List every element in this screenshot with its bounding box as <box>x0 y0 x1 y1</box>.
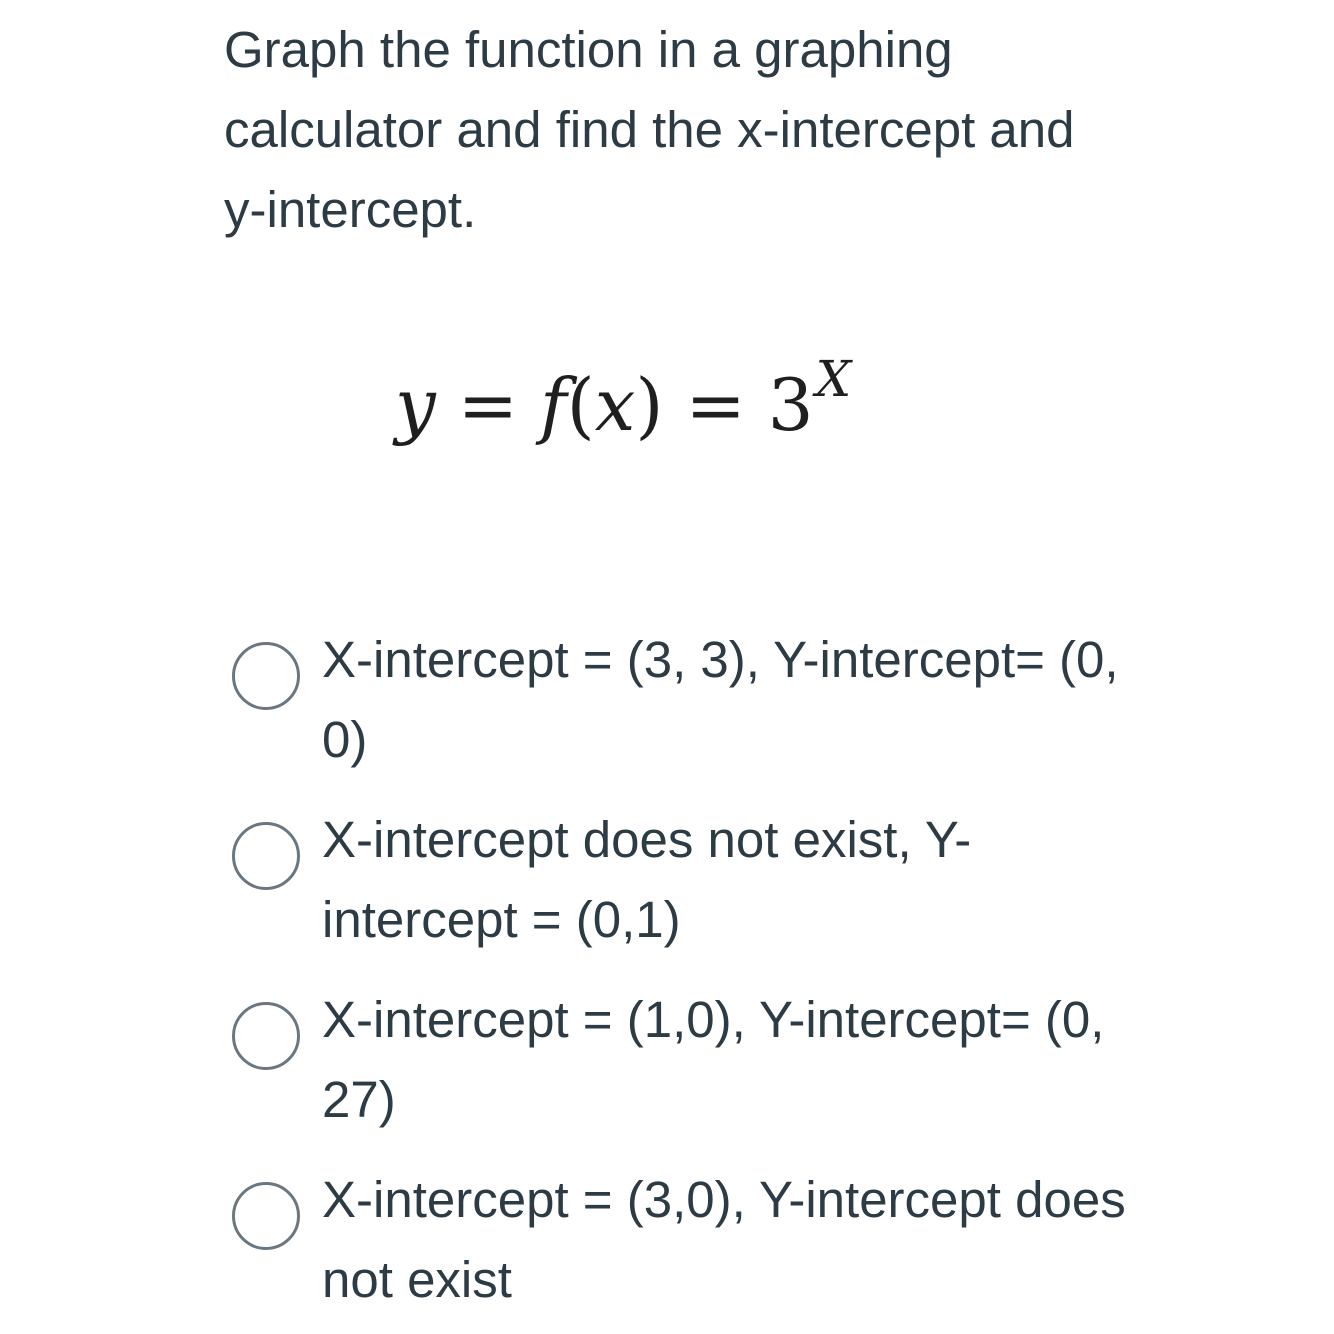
equation-close-paren: ) <box>635 363 664 447</box>
answer-option-1[interactable] <box>232 620 1132 780</box>
answer-option-3[interactable] <box>232 980 1132 1140</box>
answer-option-label[interactable]: X-intercept = (3,0), Y-intercept does not exist <box>322 1171 1126 1308</box>
equation-y: y <box>395 363 436 447</box>
answer-option-label[interactable]: X-intercept does not exist, Y-intercept = (0,1) <box>322 811 972 948</box>
radio-button-2[interactable] <box>232 822 300 890</box>
equation-exponent: X <box>815 350 852 408</box>
equation-argument: x <box>594 363 636 447</box>
answer-option-4[interactable] <box>232 1160 1132 1320</box>
equation-open-paren: ( <box>566 363 595 447</box>
equation-equals-1: = <box>457 363 519 447</box>
answer-option-2[interactable] <box>232 800 1132 960</box>
radio-button-4[interactable] <box>232 1182 300 1250</box>
question-text: Graph the function in a graphing calculator and find the x-intercept and y-intercept. <box>224 21 1075 238</box>
radio-button-3[interactable] <box>232 1002 300 1070</box>
equation-base: 3 <box>767 363 814 447</box>
answer-option-label[interactable]: X-intercept = (3, 3), Y-intercept= (0, 0) <box>322 631 1119 768</box>
answer-option-label[interactable]: X-intercept = (1,0), Y-intercept= (0, 27) <box>322 991 1105 1128</box>
equation-function-name: f <box>540 363 567 447</box>
equation-equals-2: = <box>685 363 746 447</box>
radio-button-1[interactable] <box>232 642 300 710</box>
